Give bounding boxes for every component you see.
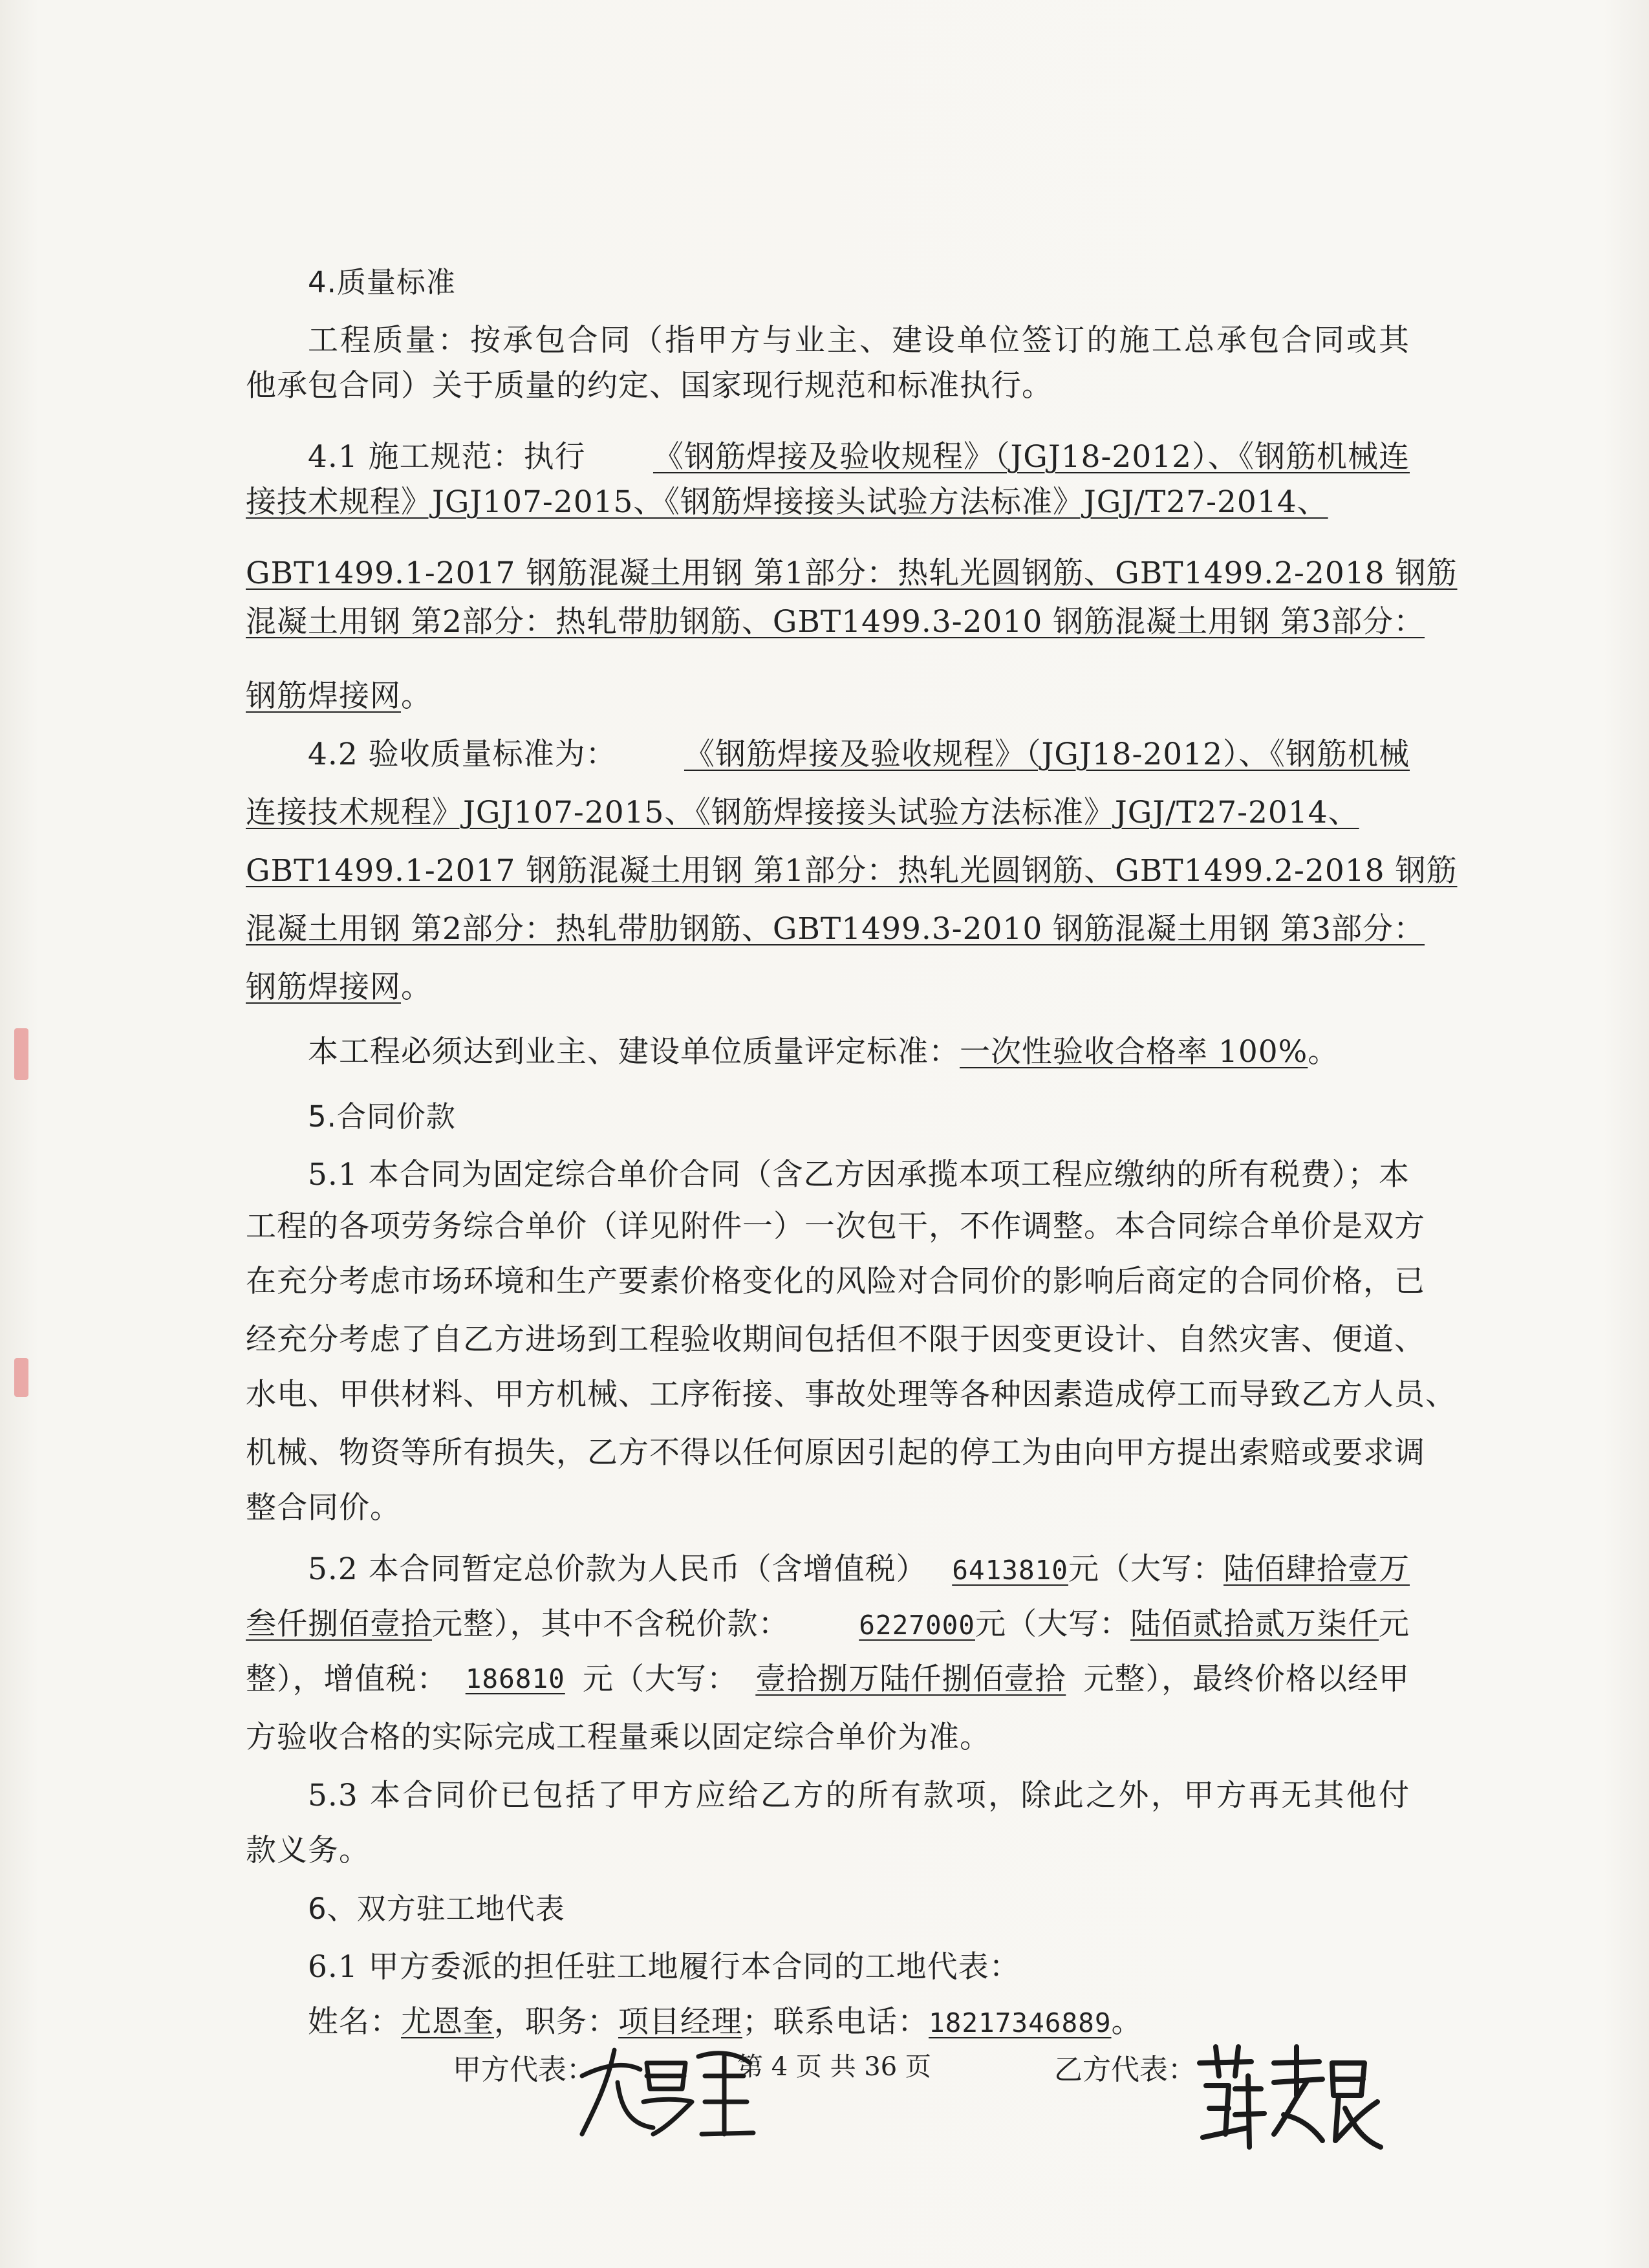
paragraph-line: 工程质量：按承包合同（指甲方与业主、建设单位签订的施工总承包合同或其 xyxy=(308,323,1410,358)
standard-reference: 混凝土用钢 第2部分：热轧带肋钢筋、GBT1499.3-2010 钢筋混凝土用钢 第3部分： xyxy=(246,604,1425,640)
standard-reference: GBT1499.1-2017 钢筋混凝土用钢 第1部分：热轧光圆钢筋、GBT1499.2-2018 钢筋 xyxy=(246,556,1458,591)
party-a-signature xyxy=(569,2037,763,2147)
price-text: 元（大写： xyxy=(583,1661,738,1697)
stamp-bleed-mark xyxy=(14,1358,28,1397)
paragraph-line: 6.1 甲方委派的担任驻工地履行本合同的工地代表： xyxy=(308,1949,1020,1985)
punctuation: 。 xyxy=(401,969,432,1005)
clause-4-2-line xyxy=(246,951,432,1024)
paragraph-line: 款义务。 xyxy=(246,1833,370,1868)
price-text: 元整），其中不含税价款： xyxy=(432,1606,790,1642)
paragraph-line: 5.3 本合同价已包括了甲方应给乙方的所有款项，除此之外，甲方再无其他付 xyxy=(308,1778,1410,1813)
section-heading-price: 5.合同价款 xyxy=(308,1099,456,1134)
price-text: 元（大写： xyxy=(975,1606,1130,1642)
standard-reference: 连接技术规程》JGJ107-2015、《钢筋焊接接头试验方法标准》JGJ/T27-2014、 xyxy=(246,795,1359,830)
name-label: 姓名： xyxy=(308,2004,401,2040)
representative-name: 尤恩奎 xyxy=(401,2004,494,2040)
quality-rate-line xyxy=(308,1015,1339,1088)
standard-reference: GBT1499.1-2017 钢筋混凝土用钢 第1部分：热轧光圆钢筋、GBT1499.2-2018 钢筋 xyxy=(246,853,1458,889)
party-b-label: 乙方代表： xyxy=(1054,2053,1196,2086)
clause-label: 4.2 验收质量标准为： xyxy=(308,737,617,772)
phone-label: ；联系电话： xyxy=(742,2004,929,2040)
paragraph-line: 整合同价。 xyxy=(246,1490,401,1526)
price-text: 元 xyxy=(1379,1606,1410,1642)
standard-reference: 混凝土用钢 第2部分：热轧带肋钢筋、GBT1499.3-2010 钢筋混凝土用钢 第3部分： xyxy=(246,911,1425,947)
party-b-signature xyxy=(1190,2037,1384,2160)
quality-rate-label: 本工程必须达到业主、建设单位质量评定标准： xyxy=(308,1034,960,1070)
punctuation: 。 xyxy=(1308,1034,1339,1070)
price-text: 元（大写： xyxy=(1068,1551,1223,1587)
punctuation: 。 xyxy=(1111,2004,1143,2040)
representative-phone: 18217346889 xyxy=(929,2007,1112,2038)
standard-reference: 接技术规程》JGJ107-2015、《钢筋焊接接头试验方法标准》JGJ/T27-2014、 xyxy=(246,484,1328,520)
clause-4-1-line xyxy=(246,585,1425,658)
standard-reference: 《钢筋焊接及验收规程》（JGJ18-2012）、《钢筋机械 xyxy=(684,737,1410,772)
page-number: 第 4 页 共 36 页 xyxy=(737,2052,931,2082)
standard-reference: 钢筋焊接网 xyxy=(246,969,401,1005)
paragraph-line: 工程的各项劳务综合单价（详见附件一）一次包干，不作调整。本合同综合单价是双方 xyxy=(246,1209,1425,1244)
standard-reference: 《钢筋焊接及验收规程》（JGJ18-2012）、《钢筋机械连 xyxy=(652,439,1410,475)
stamp-bleed-mark xyxy=(14,1028,28,1080)
paragraph-line: 方验收合格的实际完成工程量乘以固定综合单价为准。 xyxy=(246,1720,991,1755)
paragraph-line: 在充分考虑市场环境和生产要素价格变化的风险对合同价的影响后商定的合同价格，已 xyxy=(246,1264,1425,1299)
representative-title: 项目经理 xyxy=(618,2004,742,2040)
price-text: 5.2 本合同暂定总价款为人民币（含增值税） xyxy=(308,1551,927,1587)
price-text: 元整），最终价格以经甲 xyxy=(1083,1661,1410,1697)
paragraph-line: 水电、甲供材料、甲方机械、工序衔接、事故处理等各种因素造成停工而导致乙方人员、 xyxy=(246,1377,1456,1412)
net-price: 6227000 xyxy=(859,1610,975,1641)
total-price: 6413810 xyxy=(952,1555,1068,1586)
net-price-words: 陆佰贰拾贰万柒仟 xyxy=(1130,1606,1379,1642)
section-heading-quality: 4.质量标准 xyxy=(308,265,456,299)
title-label: ，职务： xyxy=(494,2004,618,2040)
paragraph-line: 经充分考虑了自乙方进场到工程验收期间包括但不限于因变更设计、自然灾害、便道、 xyxy=(246,1322,1425,1357)
price-text: 整），增值税： xyxy=(246,1661,448,1697)
punctuation: 。 xyxy=(401,678,432,714)
section-heading-representatives: 6、双方驻工地代表 xyxy=(308,1892,565,1926)
quality-rate-value: 一次性验收合格率 100% xyxy=(960,1034,1308,1070)
paragraph-line: 他承包合同）关于质量的约定、国家现行规范和标准执行。 xyxy=(246,368,1053,404)
standard-reference: 钢筋焊接网 xyxy=(246,678,401,714)
paragraph-line: 5.1 本合同为固定综合单价合同（含乙方因承揽本项工程应缴纳的所有税费）；本 xyxy=(308,1157,1410,1193)
paragraph-line: 机械、物资等所有损失，乙方不得以任何原因引起的停工为由向甲方提出索赔或要求调 xyxy=(246,1435,1425,1471)
vat-amount-words: 壹拾捌万陆仟捌佰壹拾 xyxy=(755,1661,1066,1697)
vat-amount: 186810 xyxy=(465,1663,565,1694)
clause-4-1-line xyxy=(246,466,1328,539)
clause-label: 4.1 施工规范：执行 xyxy=(308,439,586,475)
total-price-words: 陆佰肆拾壹万 xyxy=(1223,1551,1410,1587)
total-price-words: 叁仟捌佰壹拾 xyxy=(246,1606,432,1642)
party-a-label: 甲方代表： xyxy=(453,2053,595,2086)
